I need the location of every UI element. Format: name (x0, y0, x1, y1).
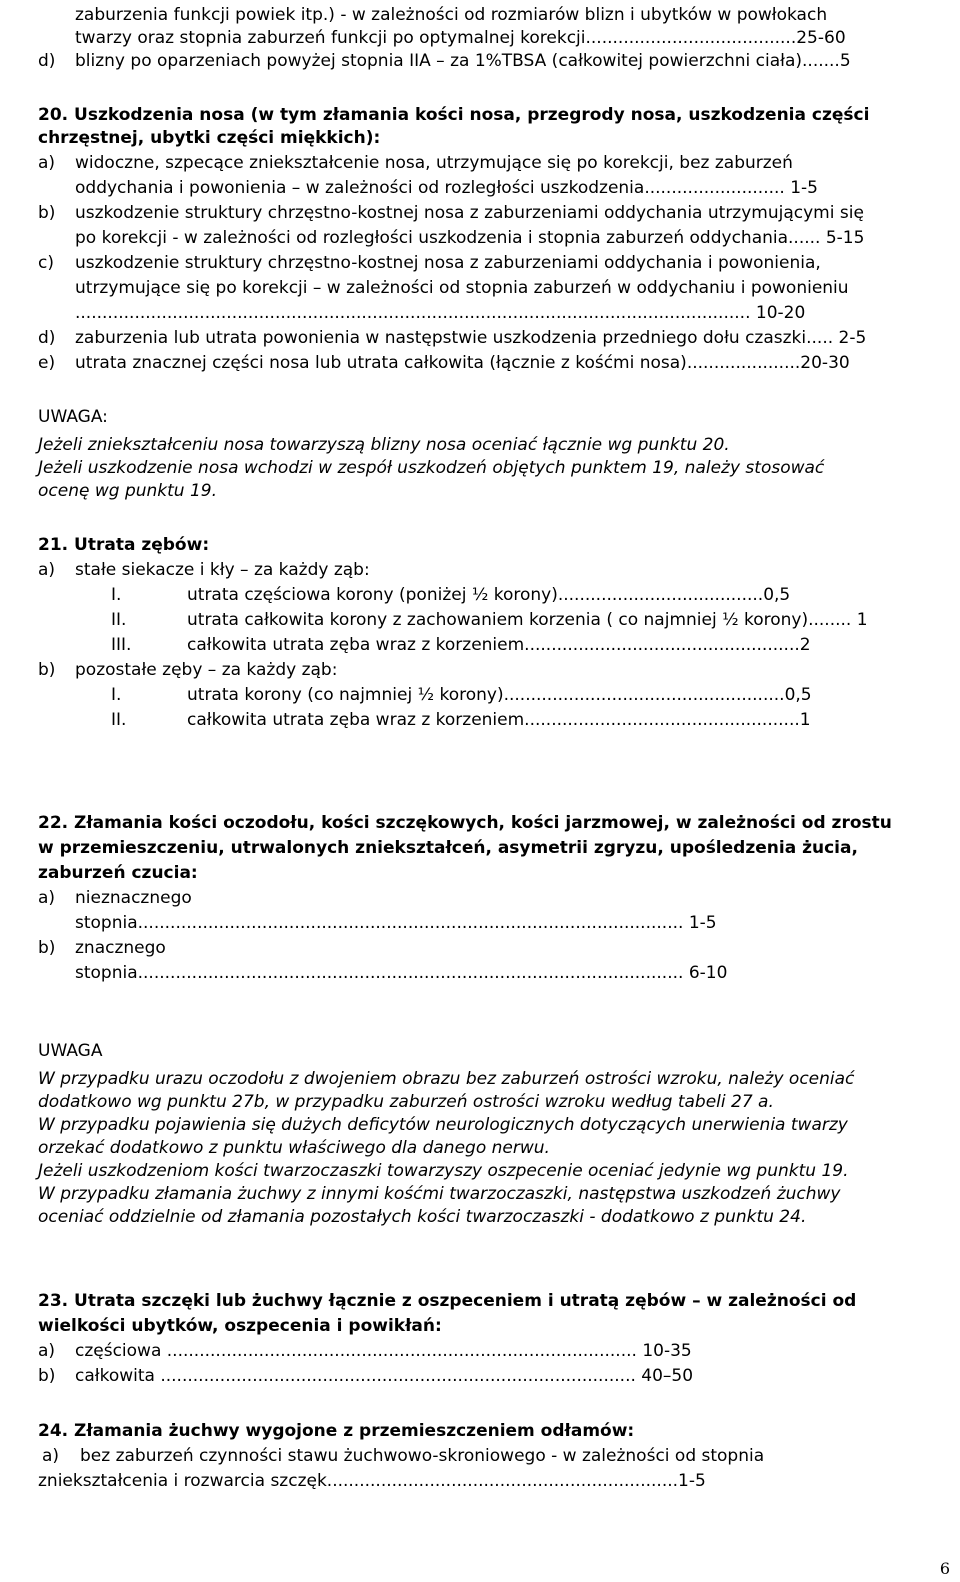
text-line: utrata całkowita korony z zachowaniem korzenia ( co najmniej ½ korony)........ 1 (187, 610, 868, 630)
note-line: W przypadku złamania żuchwy z innymi kośćmi twarzoczaszki, następstwa uszkodzeń żuchwy (38, 1184, 841, 1204)
list-marker: I. (111, 685, 122, 705)
list-marker: a) (38, 1341, 56, 1361)
section-21-heading: 21. Utrata zębów: (38, 535, 210, 555)
note-line: orzekać dodatkowo z punktu właściwego dla danego nerwu. (38, 1138, 550, 1158)
list-marker: e) (38, 353, 56, 373)
section-24-heading: 24. Złamania żuchwy wygojone z przemieszczeniem odłamów: (38, 1421, 635, 1441)
text-line: stopnia..................................................................................................... 6-10 (75, 963, 728, 983)
note-line: Jeżeli uszkodzenie nosa wchodzi w zespół uszkodzeń objętych punktem 19, należy stosować (38, 458, 825, 478)
section-22-heading-cont: w przemieszczeniu, utrwalonych zniekształceń, asymetrii zgryzu, upośledzenia żucia, (38, 838, 858, 858)
list-marker: a) (38, 560, 56, 580)
list-marker: II. (111, 610, 127, 630)
list-marker: b) (38, 938, 56, 958)
note-heading: UWAGA: (38, 407, 108, 427)
text-line: zaburzenia funkcji powiek itp.) - w zależności od rozmiarów blizn i ubytków w powłokach (75, 5, 828, 25)
text-line: uszkodzenie struktury chrzęstno-kostnej nosa z zaburzeniami oddychania i powonienia, (75, 253, 821, 273)
text-line: blizny po oparzeniach powyżej stopnia IIA – za 1%TBSA (całkowitej powierzchni ciała).......5 (75, 51, 851, 71)
list-marker: b) (38, 203, 56, 223)
text-line: twarzy oraz stopnia zaburzeń funkcji po optymalnej korekcji.......................................25-60 (75, 28, 846, 48)
text-line: ............................................................................................................................. 10-20 (75, 303, 806, 323)
page-number: 6 (939, 1559, 950, 1578)
list-marker: d) (38, 328, 56, 348)
section-23-heading-cont: wielkości ubytków, oszpecenia i powikłań: (38, 1316, 442, 1336)
list-marker: I. (111, 585, 122, 605)
note-line: dodatkowo wg punktu 27b, w przypadku zaburzeń ostrości wzroku według tabeli 27 a. (38, 1092, 774, 1112)
text-line: zaburzenia lub utrata powonienia w następstwie uszkodzenia przedniego dołu czaszki..... 2-5 (75, 328, 867, 348)
list-marker: III. (111, 635, 132, 655)
text-line: zniekształcenia i rozwarcia szczęk.................................................................1-5 (38, 1471, 706, 1491)
text-line: uszkodzenie struktury chrzęstno-kostnej nosa z zaburzeniami oddychania utrzymującymi się (75, 203, 864, 223)
text-line: całkowita ........................................................................................ 40–50 (75, 1366, 694, 1386)
note-heading: UWAGA (38, 1041, 103, 1061)
text-line: utrzymujące się po korekcji – w zależności od stopnia zaburzeń w oddychaniu i powonieniu (75, 278, 849, 298)
text-line: pozostałe zęby – za każdy ząb: (75, 660, 338, 680)
text-line: utrata znacznej części nosa lub utrata całkowita (łącznie z kośćmi nosa).....................20-30 (75, 353, 850, 373)
section-23-heading: 23. Utrata szczęki lub żuchwy łącznie z oszpeceniem i utratą zębów – w zależności od (38, 1291, 857, 1311)
text-line: nieznacznego (75, 888, 192, 908)
section-22-heading: 22. Złamania kości oczodołu, kości szczękowych, kości jarzmowej, w zależności od zrostu (38, 813, 892, 833)
text-line: znacznego (75, 938, 166, 958)
note-line: W przypadku urazu oczodołu z dwojeniem obrazu bez zaburzeń ostrości wzroku, należy oceniać (38, 1069, 855, 1089)
text-line: stopnia..................................................................................................... 1-5 (75, 913, 717, 933)
list-marker: II. (111, 710, 127, 730)
section-22-heading-cont: zaburzeń czucia: (38, 863, 198, 883)
text-line: całkowita utrata zęba wraz z korzeniem...................................................2 (187, 635, 811, 655)
note-line: Jeżeli zniekształceniu nosa towarzyszą blizny nosa oceniać łącznie wg punktu 20. (38, 435, 730, 455)
text-line: po korekcji - w zależności od rozległości uszkodzenia i stopnia zaburzeń oddychania...... 5-15 (75, 228, 865, 248)
list-marker: d) (38, 51, 56, 71)
text-line: całkowita utrata zęba wraz z korzeniem...................................................1 (187, 710, 811, 730)
section-20-heading-cont: chrzęstnej, ubytki części miękkich): (38, 128, 381, 148)
text-line: stałe siekacze i kły – za każdy ząb: (75, 560, 370, 580)
text-line: oddychania i powonienia – w zależności od rozległości uszkodzenia.......................... 1-5 (75, 178, 818, 198)
note-line: Jeżeli uszkodzeniom kości twarzoczaszki towarzyszy oszpecenie oceniać jedynie wg punktu 19. (38, 1161, 849, 1181)
text-line: utrata częściowa korony (poniżej ½ korony)......................................0,5 (187, 585, 791, 605)
note-line: W przypadku pojawienia się dużych deficytów neurologicznych dotyczących unerwienia twarzy (38, 1115, 848, 1135)
text-line: częściowa ....................................................................................... 10-35 (75, 1341, 692, 1361)
list-marker: a) (42, 1446, 60, 1466)
list-marker: b) (38, 1366, 56, 1386)
text-line: widoczne, szpecące zniekształcenie nosa, utrzymujące się po korekcji, bez zaburzeń (75, 153, 793, 173)
note-line: ocenę wg punktu 19. (38, 481, 218, 501)
list-marker: a) (38, 153, 56, 173)
list-marker: b) (38, 660, 56, 680)
note-line: oceniać oddzielnie od złamania pozostałych kości twarzoczaszki - dodatkowo z punktu 24. (38, 1207, 807, 1227)
text-line: bez zaburzeń czynności stawu żuchwowo-skroniowego - w zależności od stopnia (80, 1446, 765, 1466)
list-marker: a) (38, 888, 56, 908)
section-20-heading: 20. Uszkodzenia nosa (w tym złamania kości nosa, przegrody nosa, uszkodzenia części (38, 105, 870, 125)
list-marker: c) (38, 253, 54, 273)
text-line: utrata korony (co najmniej ½ korony)....................................................0,5 (187, 685, 812, 705)
